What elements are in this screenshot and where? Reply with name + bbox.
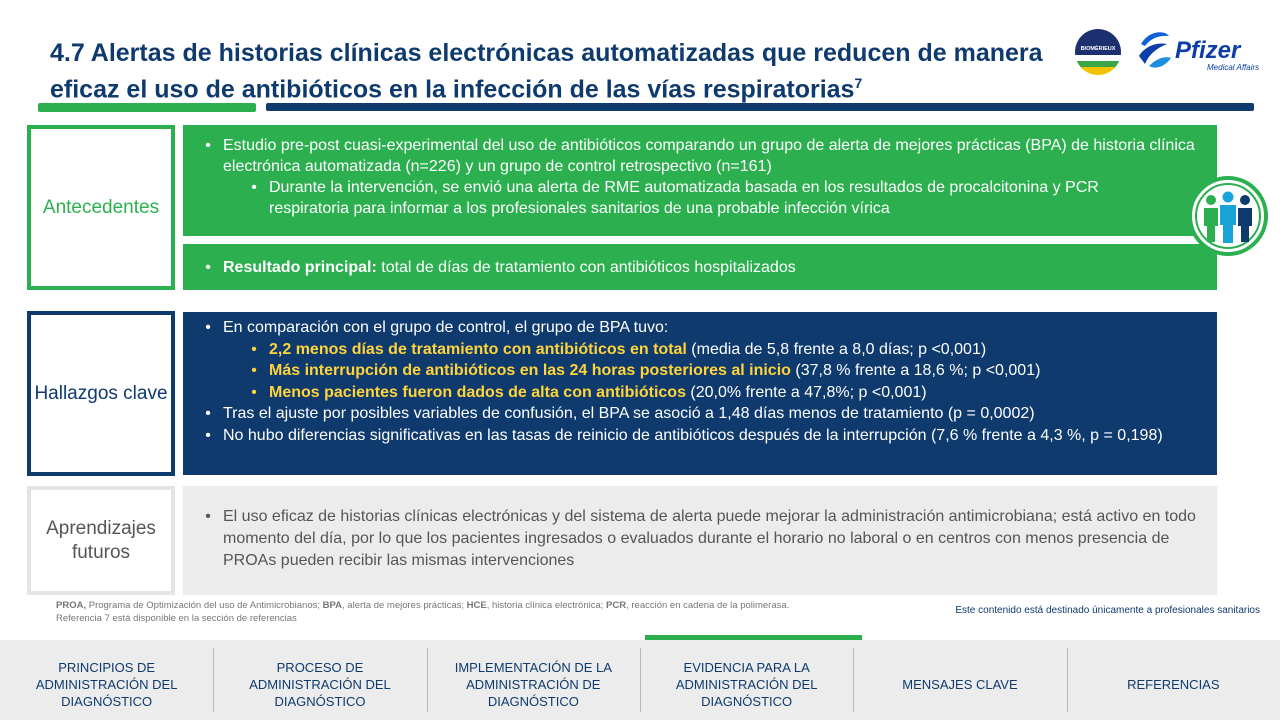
hallazgos-sub-highlight: Más interrupción de antibióticos en las 24 horas posteriores al inicio — [269, 362, 791, 379]
hallazgos-sub-rest: (37,8 % frente a 18,6 %; p <0,001) — [790, 362, 1041, 379]
footnote-def: , historia clínica electrónica; — [486, 600, 607, 611]
resultado-principal-rest: total de días de tratamiento con antibióticos hospitalizados — [376, 259, 796, 276]
title-reference: 7 — [854, 75, 863, 91]
bullet-dot: • — [205, 259, 211, 276]
antecedentes-sub-bullet — [193, 177, 1201, 219]
hallazgos-sub-bullet — [193, 382, 1201, 404]
pfizer-logo-sub: Medical Affairs — [1207, 63, 1260, 72]
hallazgos-panel — [183, 312, 1217, 475]
bullet-dot: • — [205, 137, 211, 154]
hallazgos-bullet — [193, 403, 1201, 425]
bottom-nav — [0, 640, 1280, 720]
hallazgos-sub-highlight: 2,2 menos días de tratamiento con antibióticos en total — [269, 340, 687, 358]
bullet-dot: • — [205, 319, 211, 336]
pfizer-logo-text: Pfizer — [1175, 37, 1241, 64]
aprendizajes-bullet — [193, 506, 1201, 572]
bullet-dot: • — [205, 405, 211, 422]
nav-proceso[interactable]: PROCESO DE ADMINISTRACIÓN DEL DIAGNÓSTICO — [213, 640, 426, 720]
hallazgos-sub-rest: (media de 5,8 frente a 8,0 días; p <0,001) — [686, 340, 987, 358]
hallazgos-bullet-text: No hubo diferencias significativas en las tasas de reinicio de antibióticos después de la interrupción (7,6 % frente a 4,3 %, p = 0,198) — [223, 426, 1163, 444]
nav-referencias[interactable]: REFERENCIAS — [1067, 640, 1280, 720]
hallazgos-sub-text — [269, 339, 1201, 361]
hallazgos-sub-text — [269, 360, 1201, 382]
bullet-dot: • — [251, 362, 257, 379]
pfizer-logo — [1135, 26, 1270, 76]
hallazgos-intro-bullet — [193, 317, 1201, 339]
footnote-abbr: PCR — [606, 600, 627, 611]
footnote-def: Programa de Optimización del uso de Antimicrobianos; — [86, 600, 323, 611]
nav-implementacion[interactable]: IMPLEMENTACIÓN DE LA ADMINISTRACIÓN DE DIAGNÓSTICO — [427, 640, 640, 720]
footnote-abbr: HCE — [466, 600, 487, 611]
footnote-def: , reacción en cadena de la polimerasa. — [626, 600, 790, 611]
page-title — [50, 38, 1080, 104]
bullet-dot: • — [251, 383, 257, 401]
footnote — [56, 599, 916, 625]
footnote-abbr: BPA — [322, 600, 343, 611]
title-rule-blue — [266, 103, 1254, 111]
antecedentes-bullet-text: Estudio pre-post cuasi-experimental del uso de antibióticos comparando un grupo de alerta de mejores prácticas (BPA) de historia clínica electrónica automatizada (n=226) y un grupo de control retrospectivo (n=161) — [223, 137, 1195, 175]
label-hallazgos — [27, 311, 175, 476]
hallazgos-sub-highlight: Menos pacientes fueron dados de alta con antibióticos — [269, 383, 686, 401]
resultado-principal-text — [223, 257, 1201, 278]
bullet-dot: • — [251, 340, 257, 358]
bullet-dot: • — [205, 508, 211, 525]
label-antecedentes — [27, 125, 175, 290]
nav-evidencia[interactable]: EVIDENCIA PARA LA ADMINISTRACIÓN DEL DIAGNÓSTICO — [640, 640, 853, 720]
people-group-icon — [1187, 175, 1269, 257]
title-rule-green — [38, 103, 256, 112]
bullet-dot: • — [251, 179, 257, 196]
antecedentes-panel — [183, 125, 1217, 236]
antecedentes-sub-bullet-text: Durante la intervención, se envió una alerta de RME automatizada basada en los resultados de procalcitonina y PCR respiratoria para informar a los profesionales sanitarios de una probable infección vírica — [269, 179, 1099, 217]
hallazgos-sub-text — [269, 382, 1201, 404]
footnote-abbr: PROA, — [56, 600, 87, 611]
resultado-principal-panel — [183, 244, 1217, 290]
label-hallazgos-text: Hallazgos clave — [34, 382, 168, 404]
label-aprendizajes-text: Aprendizajes futuros — [46, 517, 156, 563]
hallazgos-sub-bullet — [193, 360, 1201, 382]
aprendizajes-panel — [183, 486, 1217, 595]
resultado-principal-bold: Resultado principal: — [223, 259, 377, 276]
hallazgos-bullet — [193, 425, 1201, 447]
aprendizajes-bullet-text: El uso eficaz de historias clínicas electrónicas y del sistema de alerta puede mejorar la administración antimicrobiana; está activo en todo momento del día, por lo que los pacientes ingresados o evaluados durante el horario no laboral o en centros con menos presencia de PROAs pueden recibir las mismas intervenciones — [223, 508, 1196, 569]
label-aprendizajes — [27, 486, 175, 595]
hallazgos-sub-bullet — [193, 339, 1201, 361]
disclaimer: Este contenido está destinado únicamente a profesionales sanitarios — [955, 605, 1260, 616]
biomerieux-logo — [1073, 27, 1123, 77]
footnote-def: , alerta de mejores prácticas; — [342, 600, 467, 611]
hallazgos-sub-rest: (20,0% frente a 47,8%; p <0,001) — [685, 383, 927, 401]
page-title-text: 4.7 Alertas de historias clínicas electrónicas automatizadas que reducen de manera eficaz el uso de antibióticos en la infección de las vías respiratorias — [50, 39, 1043, 104]
nav-principios[interactable]: PRINCIPIOS DE ADMINISTRACIÓN DEL DIAGNÓSTICO — [35, 659, 178, 709]
bullet-dot: • — [205, 426, 211, 444]
footnote-reference: Referencia 7 está disponible en la sección de referencias — [56, 613, 297, 624]
label-antecedentes-text: Antecedentes — [42, 196, 160, 218]
biomerieux-logo-text: BIOMÉRIEUX — [1080, 46, 1116, 52]
footnote-abbreviations — [56, 599, 916, 612]
hallazgos-bullet-text: Tras el ajuste por posibles variables de confusión, el BPA se asoció a 1,48 días menos de tratamiento (p = 0,0002) — [223, 405, 1035, 422]
nav-mensajes-clave[interactable]: MENSAJES CLAVE — [853, 640, 1066, 720]
antecedentes-bullet — [193, 135, 1201, 177]
hallazgos-intro-text: En comparación con el grupo de control, el grupo de BPA tuvo: — [223, 319, 669, 336]
resultado-principal-bullet — [193, 257, 1201, 278]
